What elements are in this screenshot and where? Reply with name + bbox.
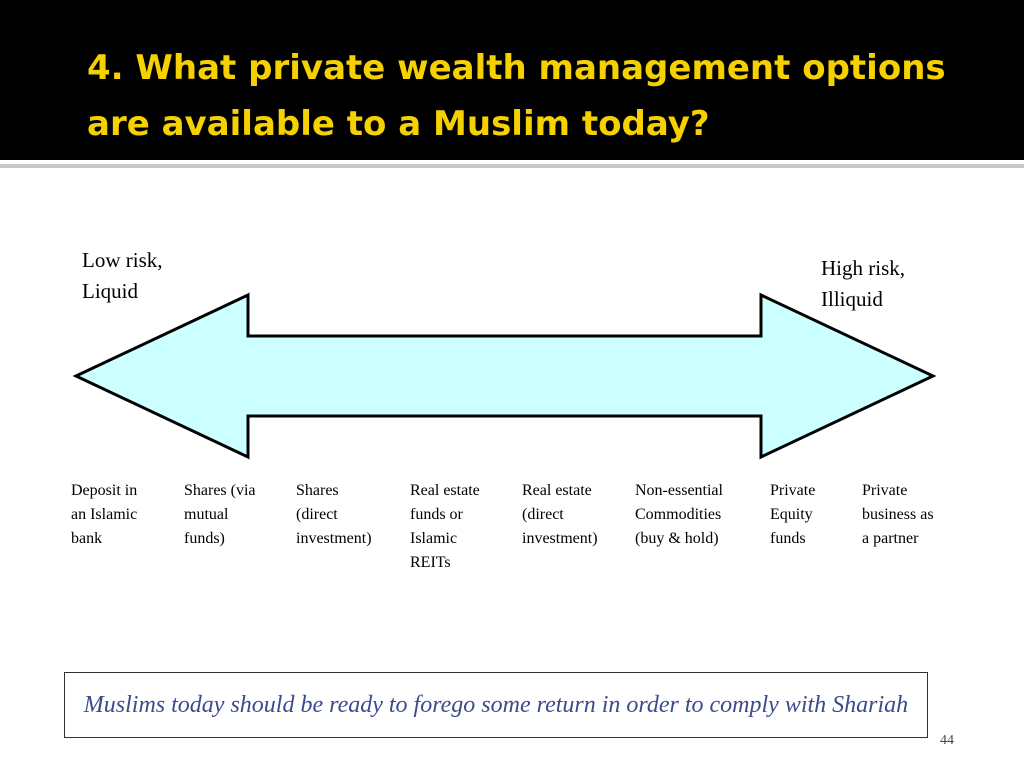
option-commodities: Non-essential Commodities (buy & hold) <box>635 482 723 547</box>
option-private-business: Private business as a partner <box>862 482 934 547</box>
option-private-equity: Private Equity funds <box>770 482 816 547</box>
note-text: Muslims today should be ready to forego some return in order to comply with Shariah <box>83 691 909 718</box>
option-shares-direct: Shares (direct investment) <box>296 482 372 547</box>
high-risk-label: High risk, Illiquid <box>821 256 905 311</box>
page-number: 44 <box>940 733 954 748</box>
option-real-estate-direct: Real estate (direct investment) <box>522 482 598 547</box>
note-box <box>64 672 928 738</box>
option-shares-funds: Shares (via mutual funds) <box>184 482 256 547</box>
low-risk-label: Low risk, Liquid <box>82 248 163 303</box>
option-islamic-deposit: Deposit in an Islamic bank <box>71 482 138 547</box>
option-reits: Real estate funds or Islamic REITs <box>410 482 480 571</box>
slide-title: 4. What private wealth management options are available to a Muslim today? <box>87 48 946 144</box>
double-headed-arrow <box>76 295 933 457</box>
